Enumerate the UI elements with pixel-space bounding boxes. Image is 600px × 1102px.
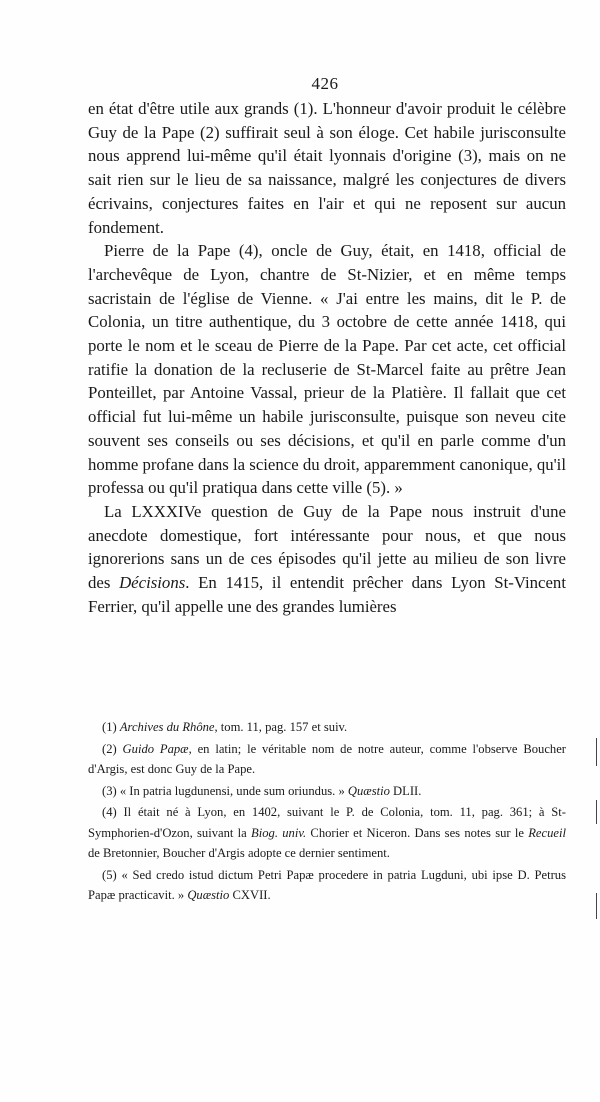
paragraph: [88, 239, 566, 500]
text-run: en état d'être utile aux grands (1). L'honneur d'avoir produit le célèbre Guy de la Pape (2) suffirait seul à son éloge. Cet habile jurisconsulte nous apprend lui-même qu'il était lyonnais d'origine (3), mais on ne sait rien sur le lieu de sa naissance, malgré les conjectures de divers écrivains, conjectures faites en l'air et qui ne reposent sur aucun fondement.: [88, 99, 566, 237]
text-run: Pierre de la Pape (4), oncle de Guy, était, en 1418, official de l'archevêque de Lyon, chantre de St-Nizier, et en même temps sacristain de l'église de Vienne. « J'ai entre les mains, dit le P. de Colonia, un titre authentique, du 3 octobre de cette année 1418, qui porte le nom et le sceau de Pierre de la Pape. Par cet acte, cet official ratifie la donation de la recluserie de St-Marcel faite au prêtre Jean Ponteillet, par Antoine Vassal, prieur de la Platière. Il fallait que cet official fut lui-même un habile jurisconsulte, puisque son neveu cite souvent ses conseils ou ses décisions, et qu'il en parle comme d'un homme profane dans la science du droit, apparemment canonique, qu'il professa ou qu'il pratiqua dans cette ville (5). »: [88, 241, 566, 498]
margin-mark: [596, 738, 597, 766]
italic-text: Biog. univ.: [251, 825, 307, 840]
footnote: [88, 865, 566, 906]
text-run: de Bretonnier, Boucher d'Argis adopte ce dernier sentiment.: [88, 846, 390, 860]
text-run: CXVII.: [229, 888, 271, 902]
text-run: Chorier et Niceron. Dans ses notes sur le: [306, 825, 529, 840]
paragraph: [88, 97, 566, 239]
text-run: DLII.: [389, 783, 422, 798]
text-run: (3) « In patria lugdunensi, unde sum oriundus. »: [102, 783, 348, 798]
footnote: [88, 802, 566, 864]
italic-text: Quæstio: [187, 888, 230, 902]
text-run: (1): [102, 720, 120, 734]
italic-text: Archives du Rhône: [119, 720, 215, 734]
italic-text: Décisions: [119, 573, 186, 593]
text-run: . En 1415, il entendit prêcher dans Lyon St-Vincent Ferrier, qu'il appelle une des grandes lumières: [88, 573, 566, 616]
margin-mark: [596, 893, 597, 919]
text-run: , tom. 11, pag. 157 et suiv.: [214, 720, 348, 734]
body-text: [88, 97, 566, 618]
text-run: (4) Il était né à Lyon, en 1402, suivant le P. de Colonia, tom. 11, pag. 361; à St-Symphorien-d'Ozon, suivant la: [88, 805, 566, 840]
text-run: La LXXXIVe question de Guy de la Pape nous instruit d'une anecdote domestique, fort intéressante pour nous, et que nous ignorerions sans un de ces épisodes qu'il jette au milieu de son livre des: [88, 501, 566, 593]
margin-mark: [596, 800, 597, 824]
page-number: 426: [311, 74, 339, 93]
footnote: [88, 781, 566, 802]
italic-text: Quæstio: [347, 783, 390, 798]
footnote: [88, 717, 566, 738]
text-run: (2): [102, 741, 123, 756]
text-run: (5) « Sed credo istud dictum Petri Papæ procedere in patria Lugduni, ubi ipse D. Petrus Papæ practicavit. »: [88, 867, 566, 902]
footnote: [88, 739, 566, 780]
footnotes: [88, 717, 566, 907]
italic-text: Guido Papæ: [122, 741, 189, 756]
paragraph: [88, 500, 566, 619]
text-run: , en latin; le véritable nom de notre auteur, comme l'observe Boucher d'Argis, est donc Guy de la Pape.: [88, 741, 566, 776]
italic-text: Recueil: [528, 825, 566, 840]
